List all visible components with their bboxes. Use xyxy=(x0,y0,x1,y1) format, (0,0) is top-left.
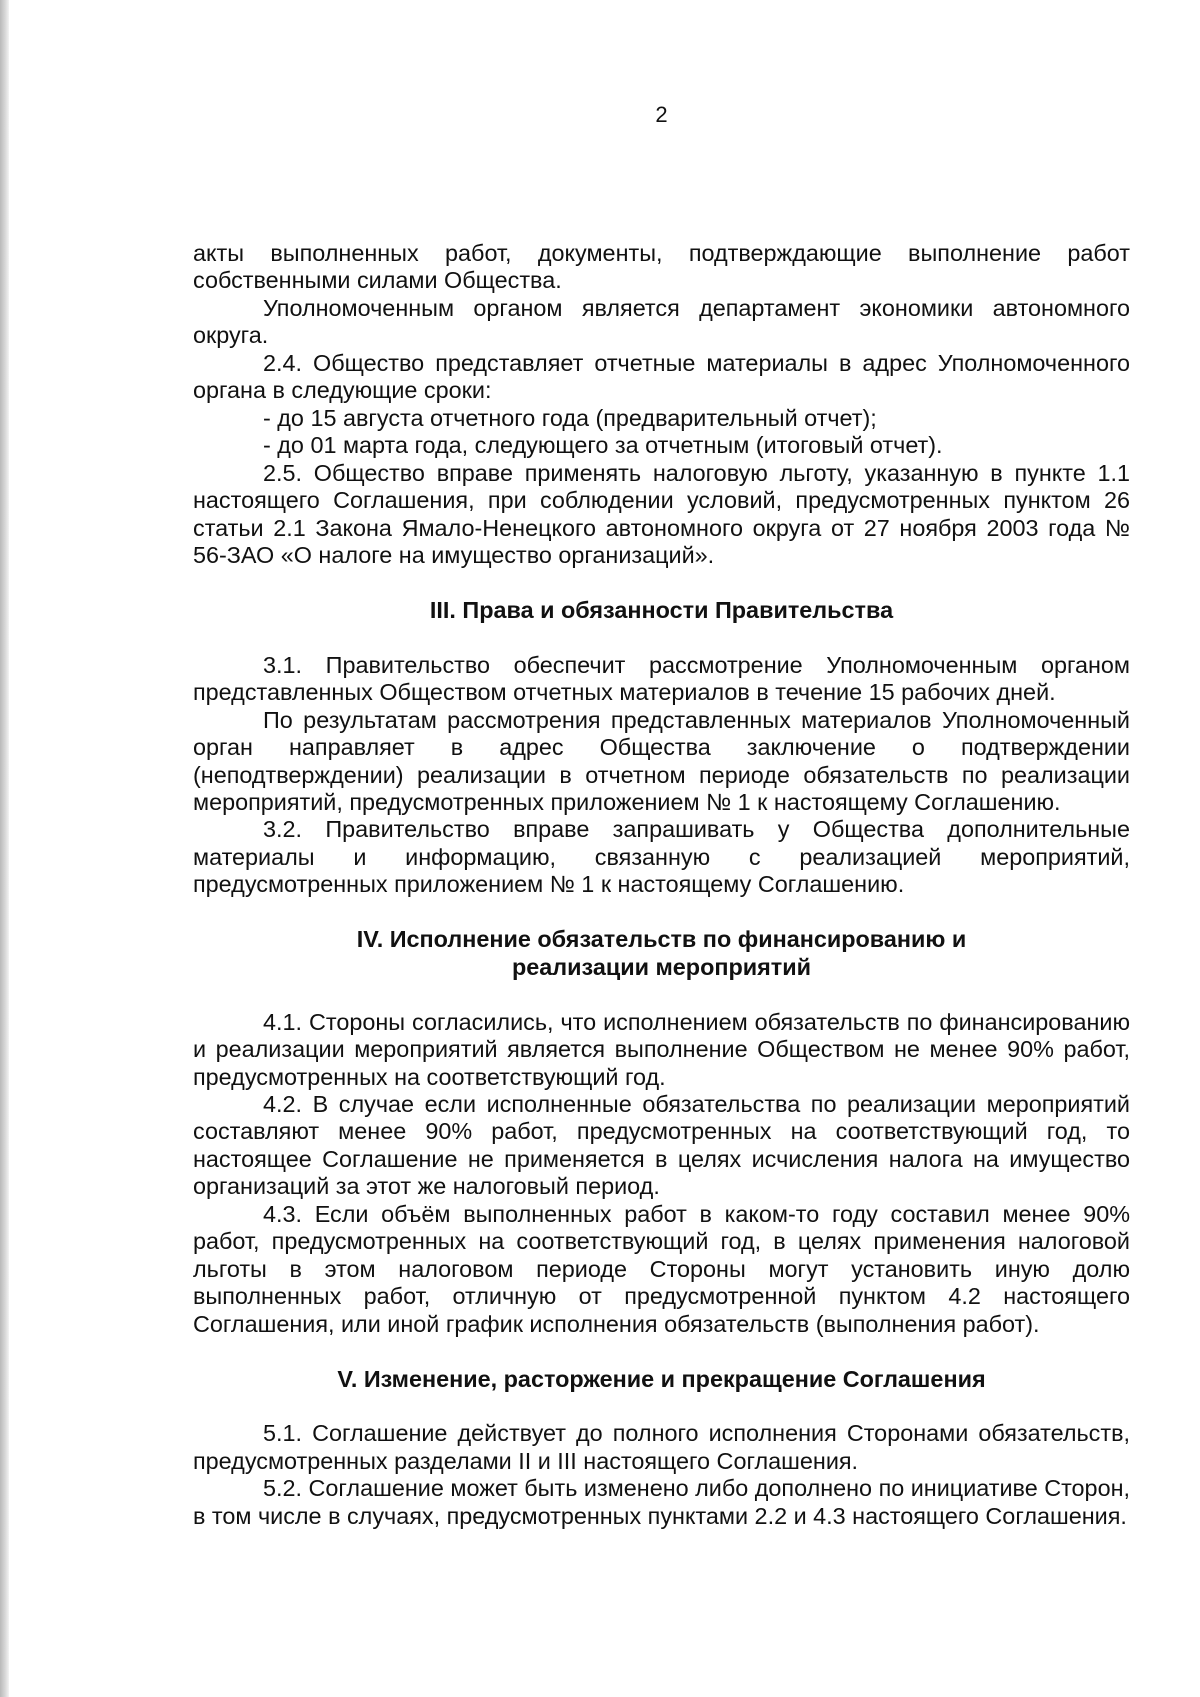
list-item-deadline-august: - до 15 августа отчетного года (предварительный отчет); xyxy=(263,404,877,431)
page-number: 2 xyxy=(655,102,668,127)
paragraph-4-2: 4.2. В случае если исполненные обязательства по реализации мероприятий составляют менее 90% работ, предусмотренных на соответствующий год, то настоящее Соглашение не применяется в целях исчисления налога на имущество организаций за этот же налоговый период. xyxy=(193,1090,1130,1200)
section-heading-4-line2: реализации мероприятий xyxy=(511,953,812,980)
paragraph-authorized-body: Уполномоченным органом является департамент экономики автономного округа. xyxy=(193,294,1130,349)
list-item-deadline-march: - до 01 марта года, следующего за отчетным (итоговый отчет). xyxy=(263,432,943,459)
paragraph-review-results: По результатам рассмотрения представленных материалов Уполномоченный орган направляет в адрес Общества заключение о подтверждении (неподтверждении) реализации в отчетном периоде обязательств по реализации мероприятий, предусмотренных приложением № 1 к настоящему Соглашению. xyxy=(193,706,1130,816)
scan-left-edge-shadow xyxy=(0,0,9,1697)
section-heading-3: III. Права и обязанности Правительства xyxy=(429,596,894,623)
section-heading-4 xyxy=(193,926,1130,981)
document-body xyxy=(193,240,1130,1530)
paragraph-5-1: 5.1. Соглашение действует до полного исполнения Сторонами обязательств, предусмотренных разделами II и III настоящего Соглашения. xyxy=(193,1420,1130,1474)
paragraph-acts-continuation: акты выполненных работ, документы, подтверждающие выполнение работ собственными силами Общества. xyxy=(193,240,1130,294)
paragraph-2-5: 2.5. Общество вправе применять налоговую льготу, указанную в пункте 1.1 настоящего Соглашения, при соблюдении условий, предусмотренных пунктом 26 статьи 2.1 Закона Ямало-Ненецкого автономного округа от 27 ноября 2003 года № 56-ЗАО «О налоге на имущество организаций». xyxy=(193,459,1130,568)
paragraph-3-1: 3.1. Правительство обеспечит рассмотрение Уполномоченным органом представленных Обществом отчетных материалов в течение 15 рабочих дней. xyxy=(193,651,1130,706)
section-heading-4-line1: IV. Исполнение обязательств по финансированию и xyxy=(356,926,967,953)
paragraph-2-4: 2.4. Общество представляет отчетные материалы в адрес Уполномоченного органа в следующие сроки: xyxy=(193,349,1130,404)
paragraph-3-2: 3.2. Правительство вправе запрашивать у Общества дополнительные материалы и информацию, связанную с реализацией мероприятий, предусмотренных приложением № 1 к настоящему Соглашению. xyxy=(193,816,1130,898)
paragraph-4-1: 4.1. Стороны согласились, что исполнением обязательств по финансированию и реализации мероприятий является выполнение Обществом не менее 90% работ, предусмотренных на соответствующий год. xyxy=(193,1008,1130,1090)
paragraph-5-2: 5.2. Соглашение может быть изменено либо дополнено по инициативе Сторон, в том числе в случаях, предусмотренных пунктами 2.2 и 4.3 настоящего Соглашения. xyxy=(193,1475,1130,1529)
paragraph-4-3: 4.3. Если объём выполненных работ в каком-то году составил менее 90% работ, предусмотренных на соответствующий год, в целях применения налоговой льготы в этом налоговом периоде Стороны могут установить иную долю выполненных работ, отличную от предусмотренной пунктом 4.2 настоящего Соглашения, или иной график исполнения обязательств (выполнения работ). xyxy=(193,1200,1130,1337)
section-heading-5: V. Изменение, расторжение и прекращение Соглашения xyxy=(337,1365,986,1392)
